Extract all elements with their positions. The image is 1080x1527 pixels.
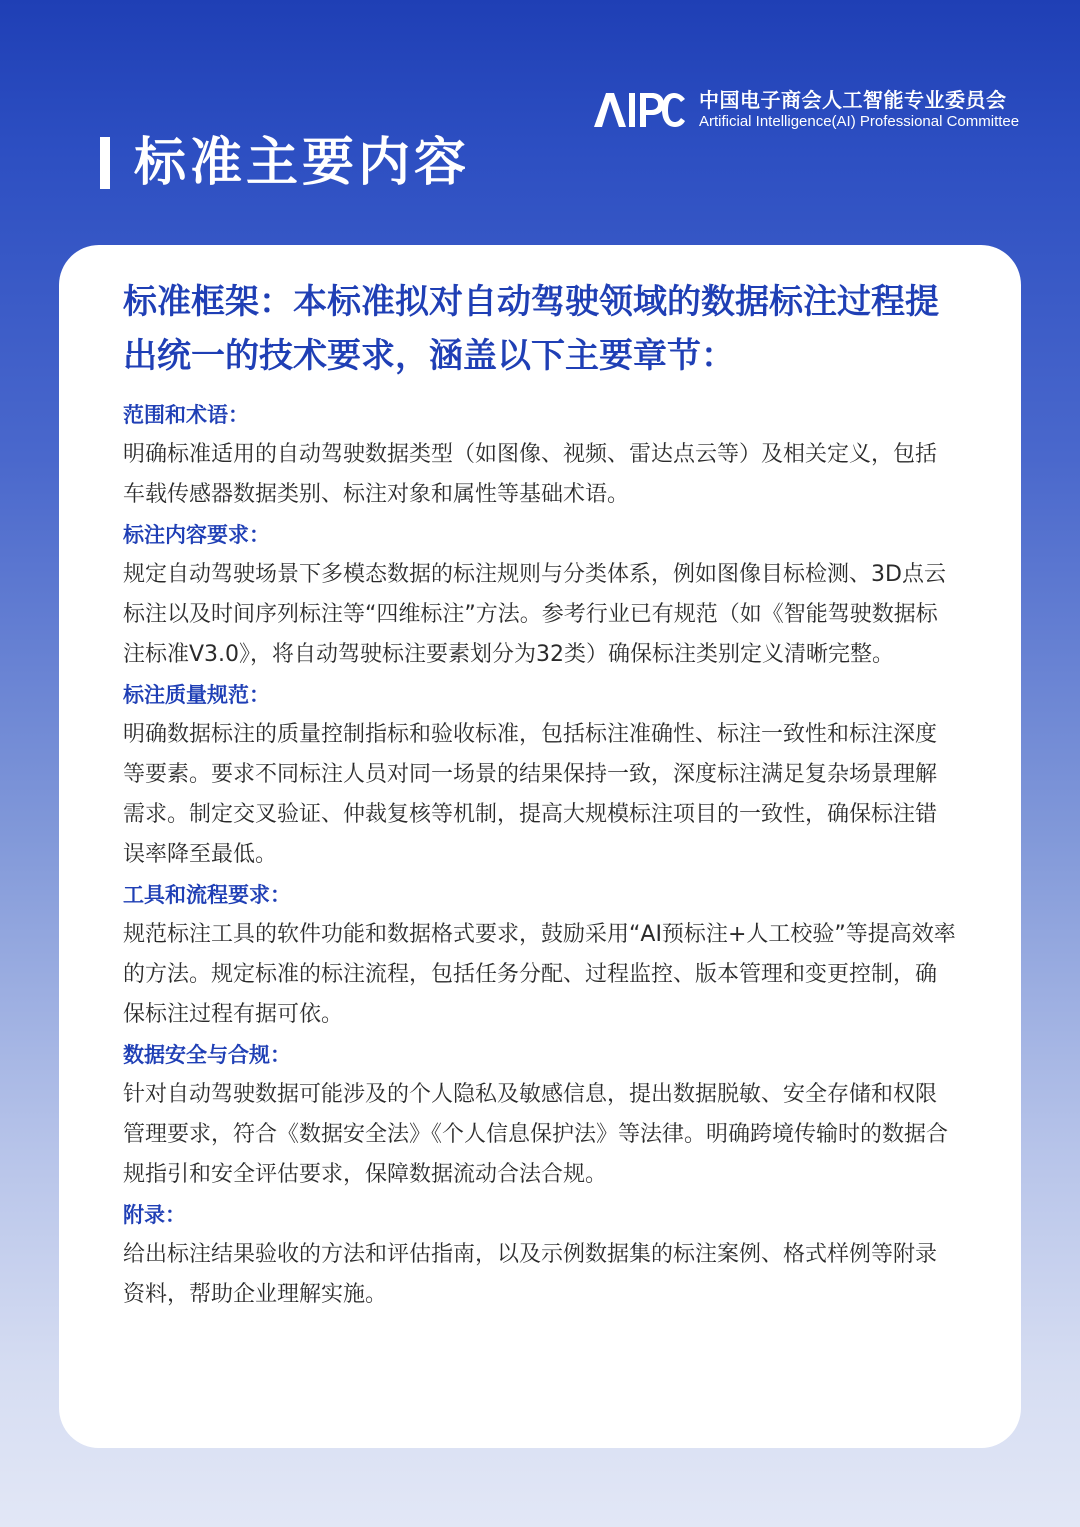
section-heading: 附录： <box>123 1203 186 1227</box>
section-body: 给出标注结果验收的方法和评估指南，以及示例数据集的标注案例、格式样例等附录资料，帮助企业理解实施。 <box>123 1242 938 1307</box>
section-annotation-content <box>123 515 957 675</box>
section-heading: 范围和术语： <box>123 403 249 427</box>
section-heading: 标注质量规范： <box>123 683 270 707</box>
section-tools-process <box>123 875 957 1035</box>
aipc-logo-mark <box>592 89 687 131</box>
section-heading: 工具和流程要求： <box>123 883 291 907</box>
page-title-block <box>100 133 470 193</box>
section-scope <box>123 395 957 515</box>
section-body: 针对自动驾驶数据可能涉及的个人隐私及敏感信息，提出数据脱敏、安全存储和权限管理要求，符合《数据安全法》《个人信息保护法》等法律。明确跨境传输时的数据合规指引和安全评估要求，保障数据流动合法合规。 <box>123 1082 949 1187</box>
section-appendix <box>123 1195 957 1315</box>
org-name-en: Artificial Intelligence(AI) Professional Committee <box>699 113 1020 130</box>
section-body: 明确标准适用的自动驾驶数据类型（如图像、视频、雷达点云等）及相关定义，包括车载传感器数据类别、标注对象和属性等基础术语。 <box>123 442 938 507</box>
logo-text <box>699 88 1019 131</box>
page-title: 标准主要内容 <box>134 133 471 193</box>
section-body: 明确数据标注的质量控制指标和验收标准，包括标注准确性、标注一致性和标注深度等要素。要求不同标注人员对同一场景的结果保持一致，深度标注满足复杂场景理解需求。制定交叉验证、仲裁复核等机制，提高大规模标注项目的一致性，确保标注错误率降至最低。 <box>123 722 938 867</box>
aipc-logo-icon <box>592 89 687 131</box>
title-accent-bar <box>100 137 110 189</box>
content-card <box>59 245 1021 1448</box>
section-heading: 标注内容要求： <box>123 523 270 547</box>
logo <box>592 88 1019 131</box>
section-quality <box>123 675 957 875</box>
intro-text: 标准框架：本标准拟对自动驾驶领域的数据标注过程提出统一的技术要求，涵盖以下主要章节： <box>123 282 939 376</box>
section-heading: 数据安全与合规： <box>123 1043 291 1067</box>
section-body: 规范标注工具的软件功能和数据格式要求，鼓励采用“AI预标注+人工校验”等提高效率的方法。规定标准的标注流程，包括任务分配、过程监控、版本管理和变更控制，确保标注过程有据可依。 <box>123 922 956 1027</box>
org-name-cn: 中国电子商会人工智能专业委员会 <box>699 88 1007 112</box>
section-body: 规定自动驾驶场景下多模态数据的标注规则与分类体系，例如图像目标检测、3D点云标注以及时间序列标注等“四维标注”方法。参考行业已有规范（如《智能驾驶数据标注标准V3.0》，将自动驾驶标注要素划分为32类）确保标注类别定义清晰完整。 <box>123 562 946 667</box>
section-security-compliance <box>123 1035 957 1195</box>
